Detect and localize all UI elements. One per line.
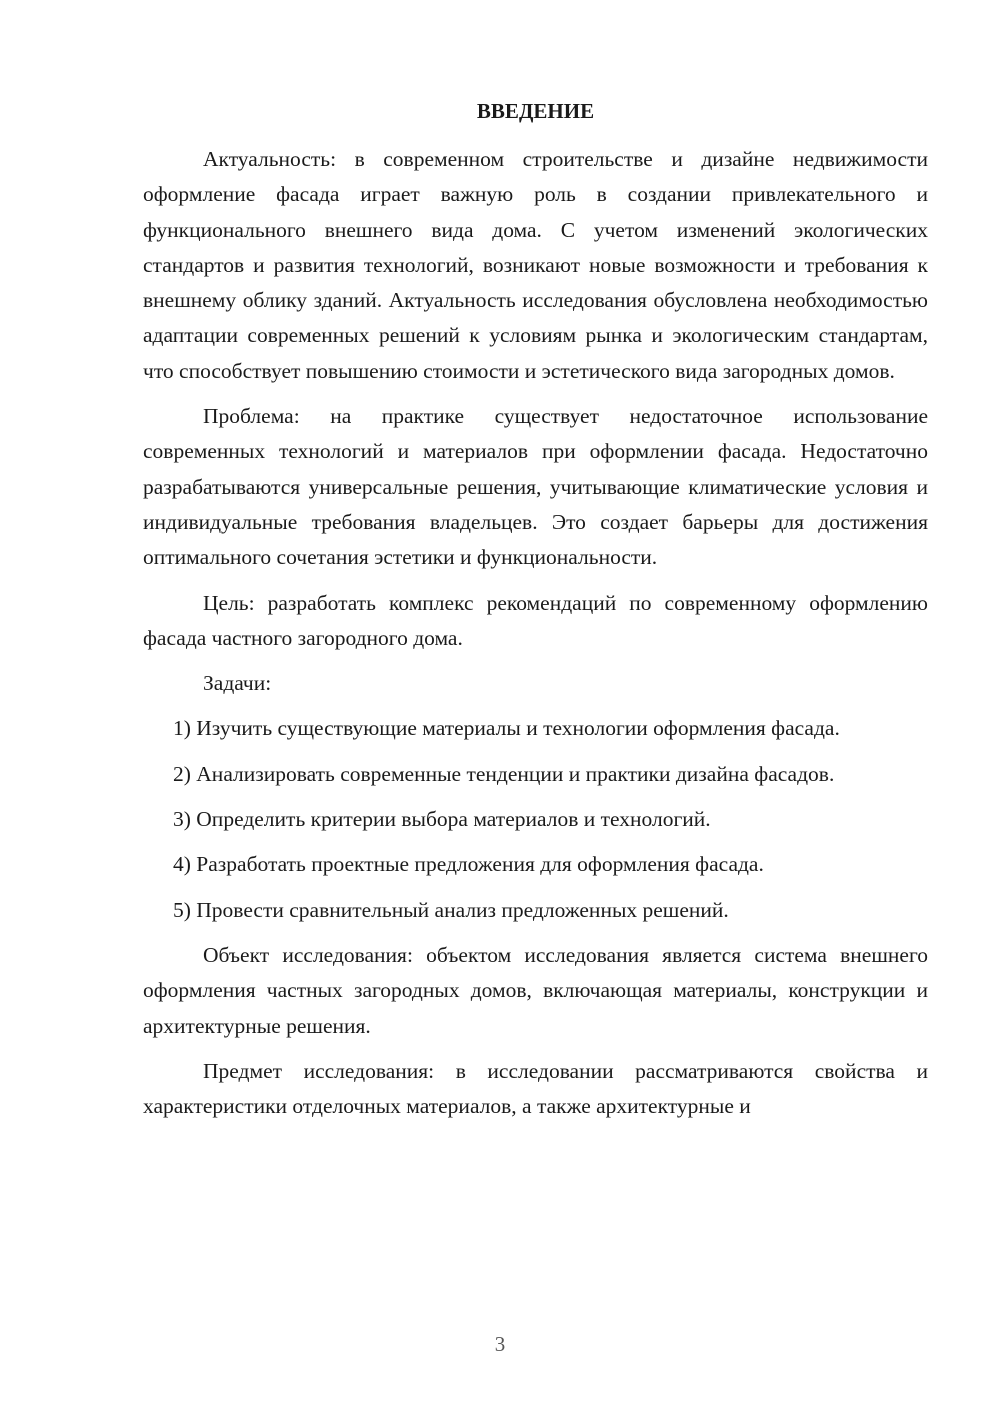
task-item: 2) Анализировать современные тенденции и практики дизайна фасадов. (173, 761, 835, 786)
task-item: 5) Провести сравнительный анализ предложенных решений. (173, 897, 729, 922)
task-item: 3) Определить критерии выбора материалов и технологий. (173, 807, 711, 832)
paragraph-goal: Цель: разработать комплекс рекомендаций по современному оформлению фасада частного загородного дома. (143, 590, 928, 650)
paragraph-subject: Предмет исследования: в исследовании рассматриваются свойства и характеристики отделочных материалов, а также архитектурные и (143, 1058, 928, 1119)
page-content (143, 94, 928, 1134)
task-item: 4) Разработать проектные предложения для оформления фасада. (173, 852, 764, 877)
paragraph-object: Объект исследования: объектом исследования является система внешнего оформления частных загородных домов, включающая материалы, конструкции и архитектурные решения. (143, 942, 928, 1038)
paragraph-tasks-label: Задачи: (203, 671, 272, 696)
paragraph-problem: Проблема: на практике существует недостаточное использование современных технологий и материалов при оформлении фасада. Недостаточно разрабатываются универсальные решения, учитывающие климатические условия и индивидуальные требования владельцев. Это создает барьеры для достижения оптимального сочетания эстетики и функциональности. (143, 404, 928, 570)
section-heading: ВВЕДЕНИЕ (476, 99, 595, 123)
page-number: 3 (494, 1332, 506, 1356)
paragraph-relevance: Актуальность: в современном строительстве и дизайне недвижимости оформление фасада играет важную роль в создании привлекательного и функционального внешнего вида дома. С учетом изменений экологических стандартов и развития технологий, возникают новые возможности и требования к внешнему облику зданий. Актуальность исследования обусловлена необходимостью адаптации современных решений к условиям рынка и экологическим стандартам, что способствует повышению стоимости и эстетического вида загородных домов. (143, 147, 928, 383)
task-item: 1) Изучить существующие материалы и технологии оформления фасада. (173, 716, 840, 741)
